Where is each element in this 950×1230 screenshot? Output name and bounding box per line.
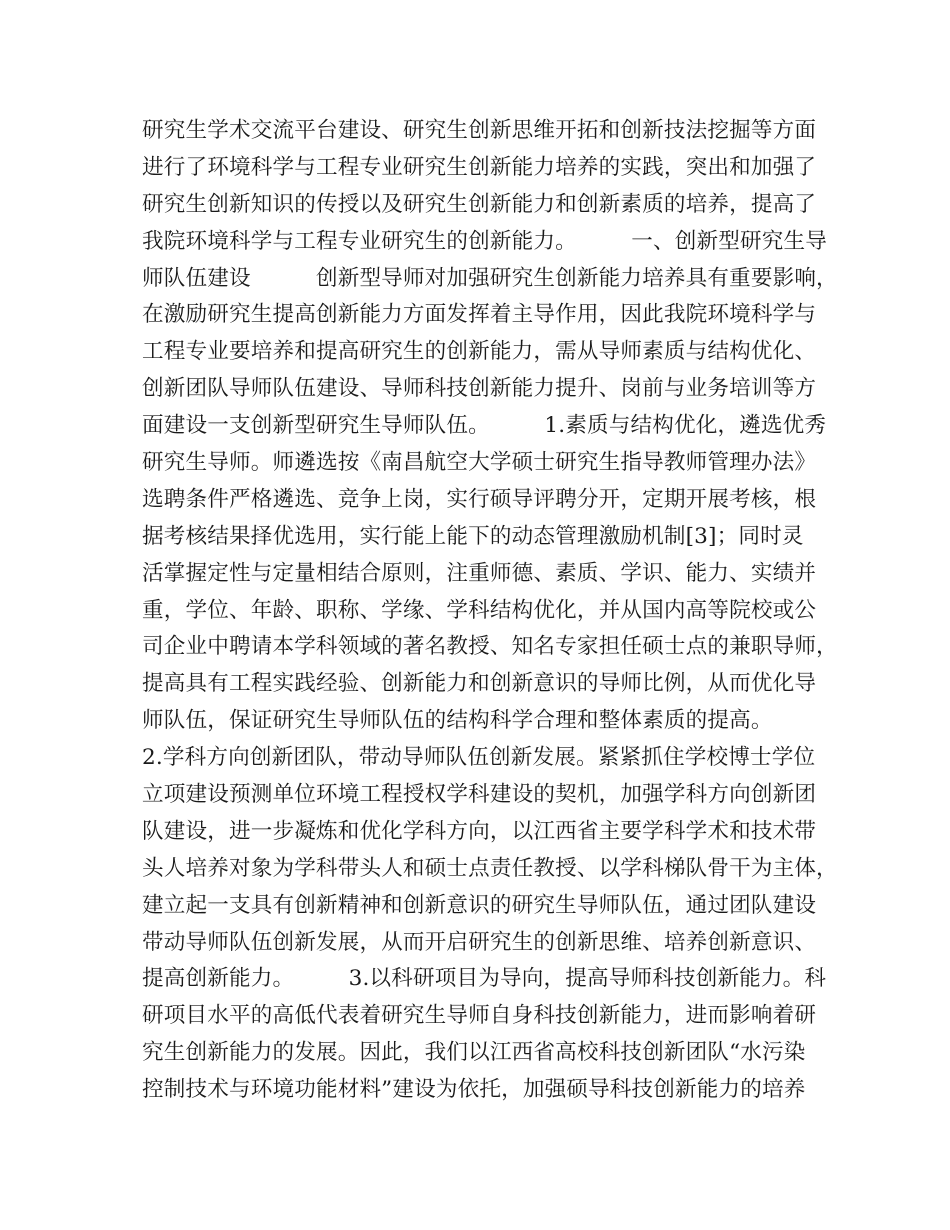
text-line: 研究生学术交流平台建设、研究生创新思维开拓和创新技法挖掘等方面	[142, 118, 817, 143]
text-line: 研究生创新知识的传授以及研究生创新能力和创新素质的培养，提高了	[142, 191, 817, 217]
text-line: 重，学位、年龄、职称、学缘、学科结构优化，并从国内高等院校或公	[142, 597, 817, 623]
text-line: 究生创新能力的发展。因此，我们以江西省高校科技创新团队“水污染	[142, 1040, 806, 1066]
text-line: 在激励研究生提高创新能力方面发挥着主导作用，因此我院环境科学与	[142, 302, 817, 328]
text-line: 据考核结果择优选用，实行能上能下的动态管理激励机制[3]；同时灵	[142, 523, 804, 549]
text-line: 队建设，进一步凝炼和优化学科方向，以江西省主要学科学术和技术带	[142, 818, 817, 844]
text-line: 师队伍建设 创新型导师对加强研究生创新能力培养具有重要影响，	[142, 265, 838, 291]
text-line: 建立起一支具有创新精神和创新意识的研究生导师队伍，通过团队建设	[142, 892, 817, 918]
text-line: 工程专业要培养和提高研究生的创新能力，需从导师素质与结构优化、	[142, 339, 817, 365]
text-line: 带动导师队伍创新发展，从而开启研究生的创新思维、培养创新意识、	[142, 929, 817, 955]
text-line: 面建设一支创新型研究生导师队伍。 1.素质与结构优化，遴选优秀	[142, 413, 827, 439]
text-line: 选聘条件严格遴选、竞争上岗，实行硕导评聘分开，定期开展考核，根	[142, 486, 817, 512]
body-text	[142, 113, 838, 1109]
text-line: 2.学科方向创新团队，带动导师队伍创新发展。紧紧抓住学校博士学位	[142, 745, 816, 771]
text-line: 研究生导师。师遴选按《南昌航空大学硕士研究生指导教师管理办法》	[142, 450, 817, 476]
text-line: 提高创新能力。 3.以科研项目为导向，提高导师科技创新能力。科	[142, 966, 827, 992]
text-line: 立项建设预测单位环境工程授权学科建设的契机，加强学科方向创新团	[142, 782, 817, 808]
text-line: 师队伍，保证研究生导师队伍的结构科学合理和整体素质的提高。	[142, 708, 773, 734]
text-line: 活掌握定性与定量相结合原则，注重师德、素质、学识、能力、实绩并	[142, 560, 817, 586]
text-line: 我院环境科学与工程专业研究生的创新能力。 一、创新型研究生导	[142, 228, 828, 254]
text-line: 司企业中聘请本学科领域的著名教授、知名专家担任硕士点的兼职导师，	[142, 634, 838, 660]
text-line: 控制技术与环境功能材料”建设为依托，加强硕导科技创新能力的培养	[142, 1077, 806, 1103]
text-line: 进行了环境科学与工程专业研究生创新能力培养的实践，突出和加强了	[142, 154, 817, 180]
text-line: 创新团队导师队伍建设、导师科技创新能力提升、岗前与业务培训等方	[142, 376, 817, 402]
text-line: 头人培养对象为学科带头人和硕士点责任教授、以学科梯队骨干为主体，	[142, 855, 838, 881]
text-line: 研项目水平的高低代表着研究生导师自身科技创新能力，进而影响着研	[142, 1003, 817, 1029]
text-line: 提高具有工程实践经验、创新能力和创新意识的导师比例，从而优化导	[142, 671, 817, 697]
